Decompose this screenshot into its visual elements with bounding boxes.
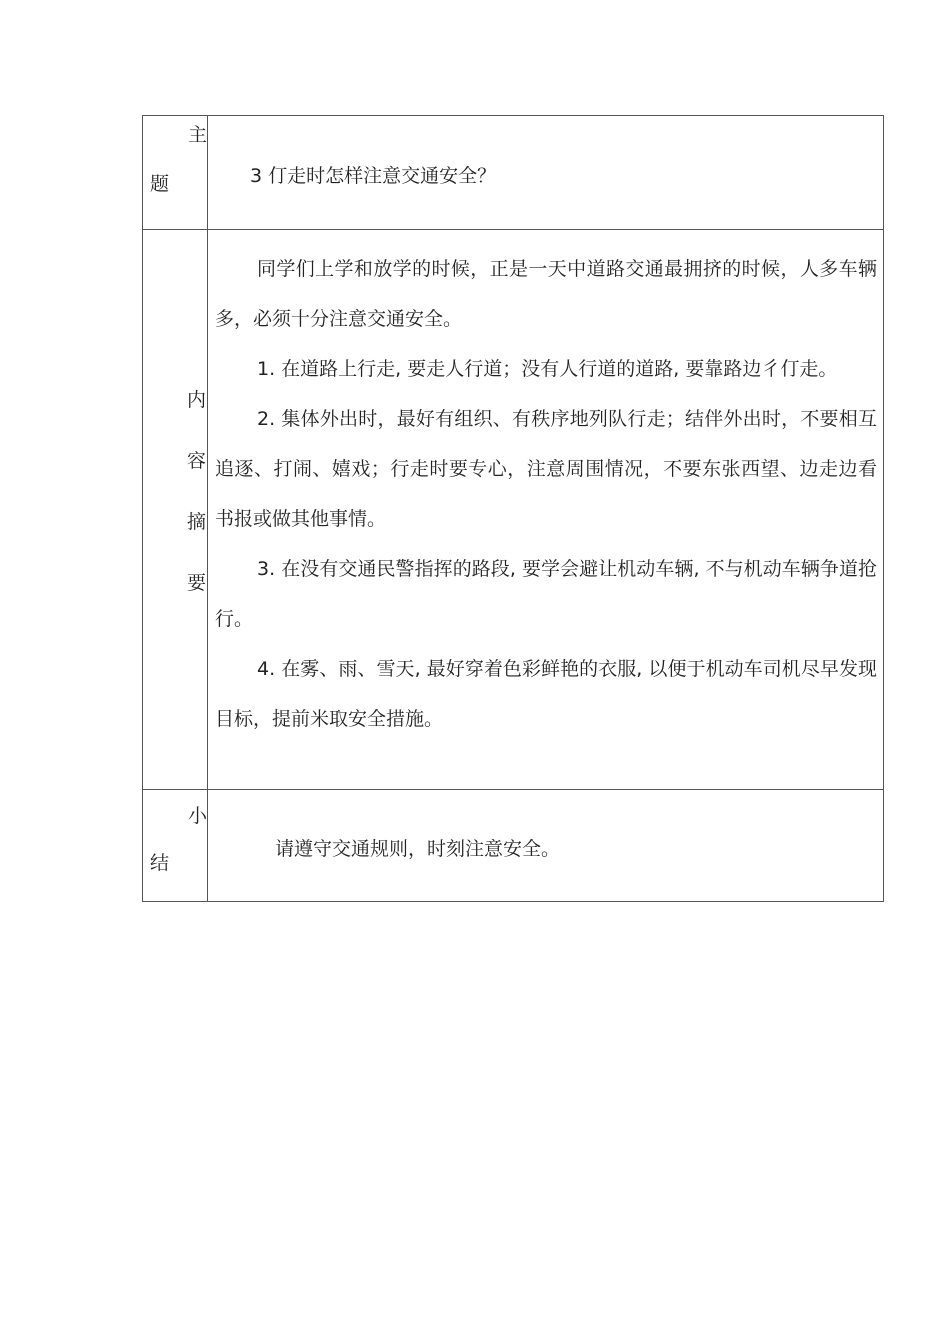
- content-body-cell: [208, 230, 883, 789]
- content-paragraph-1: 1. 在道路上行走, 要走人行道；没有人行道的道路, 要靠路边彳仃走。: [257, 358, 838, 380]
- content-paragraphs: [215, 244, 877, 744]
- summary-label-cell: [143, 790, 208, 901]
- content-label-char: 摘: [187, 511, 207, 533]
- topic-label-char-2: 题: [150, 173, 170, 195]
- content-label-char: 要: [187, 572, 207, 594]
- content-paragraph-3: 3. 在没有交通民警指挥的路段, 要学会避让机动车辆, 不与机动车辆争道抢行。: [215, 558, 877, 630]
- summary-label-char-2: 结: [150, 852, 170, 874]
- topic-row: [143, 116, 883, 229]
- topic-content-cell: [208, 116, 883, 229]
- content-label-char: 内: [187, 389, 207, 411]
- content-paragraph-4: 4. 在雾、雨、雪天, 最好穿着色彩鲜艳的衣服, 以便于机动车司机尽早发现目标，提前米取安全措施。: [215, 658, 877, 730]
- summary-content-cell: [208, 790, 883, 901]
- topic-label-cell: [143, 116, 208, 229]
- topic-text: 3 仃走时怎样注意交通安全？: [250, 165, 497, 187]
- summary-label-char-1: 小: [188, 805, 208, 827]
- content-row: [143, 229, 883, 789]
- content-paragraph-2: 2. 集体外出时，最好有组织、有秩序地列队行走；结伴外出时，不要相互追逐、打闹、嬉戏；行走时要专心，注意周围情况，不要东张西望、边走边看书报或做其他事情。: [215, 408, 877, 530]
- topic-label-char-1: 主: [188, 124, 208, 146]
- content-label-char: 容: [187, 450, 207, 472]
- lesson-table: [142, 115, 884, 902]
- content-label: [187, 388, 206, 632]
- summary-row: [143, 789, 883, 901]
- summary-text: 请遵守交通规则，时刻注意安全。: [275, 838, 561, 860]
- content-label-cell: [143, 230, 208, 789]
- content-paragraph-intro: 同学们上学和放学的时候，正是一天中道路交通最拥挤的时候，人多车辆多，必须十分注意交通安全。: [215, 258, 877, 330]
